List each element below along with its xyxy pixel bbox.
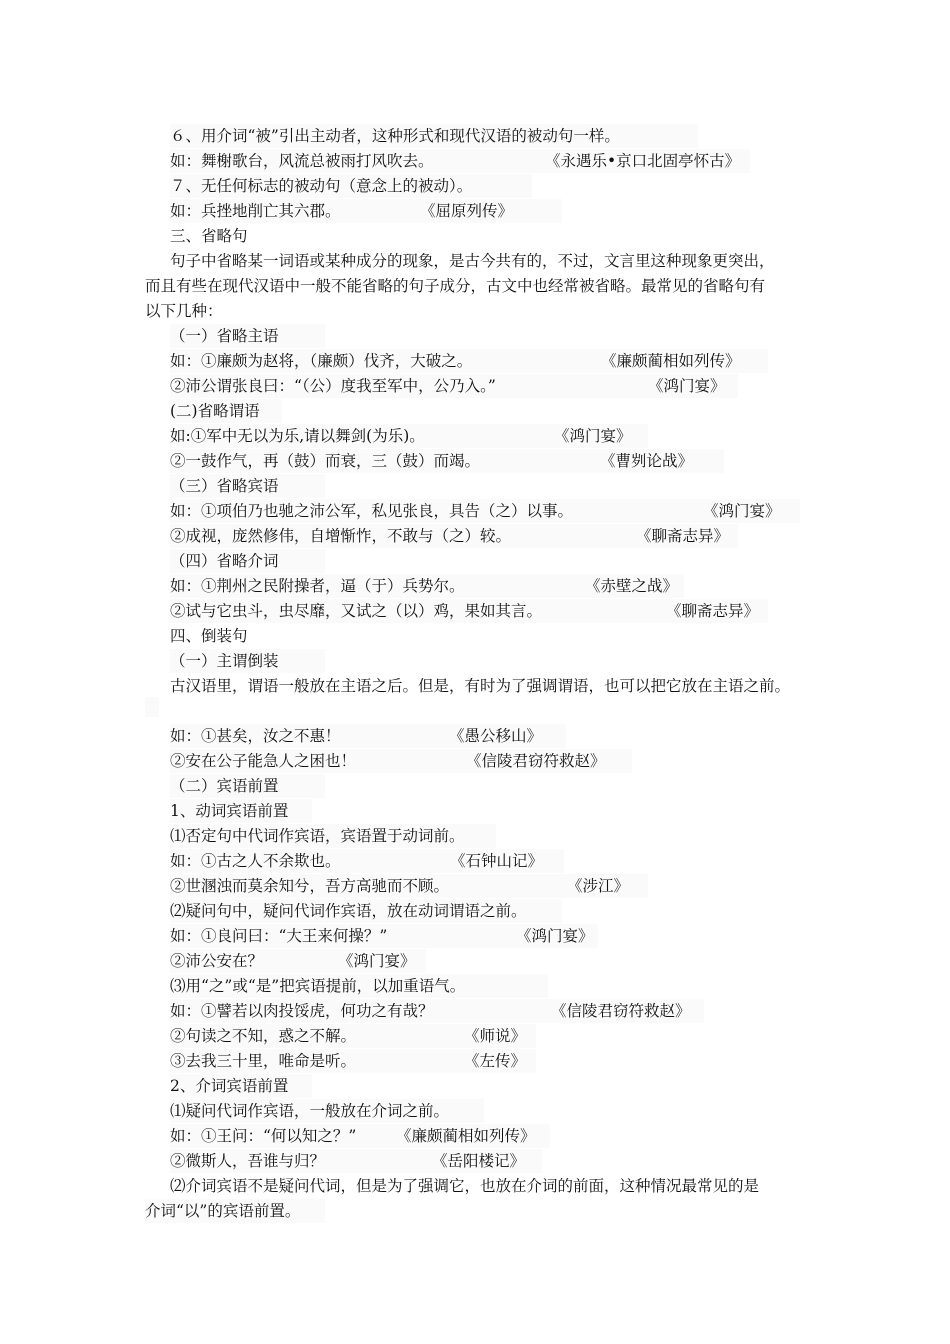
text-line: 如:①军中无以为乐,请以舞剑(为乐)。 《鸿门宴》 — [170, 424, 648, 448]
source-citation: 《屈原列传》 — [420, 202, 514, 220]
text-line: 如：①项伯乃也驰之沛公军，私见张良，具告（之）以事。 《鸿门宴》 — [170, 499, 800, 523]
empty-line-marker — [145, 697, 159, 717]
source-citation: 《左传》 — [464, 1052, 527, 1070]
text-line: ②句读之不知，惑之不解。 《师说》 — [170, 1024, 536, 1048]
text-line: ②微斯人，吾谁与归？ 《岳阳楼记》 — [170, 1149, 542, 1173]
text-line: ③去我三十里，唯命是听。 《左传》 — [170, 1049, 536, 1073]
text-line: ②沛公谓张良曰：“（公）度我至军中，公乃入。” 《鸿门宴》 — [170, 374, 738, 398]
source-citation: 《鸿门宴》 — [703, 502, 781, 520]
text-line: ⑴疑问代词作宾语，一般放在介词之前。 — [170, 1099, 484, 1123]
subsection-heading: （四）省略介词 — [170, 549, 325, 573]
source-citation: 《岳阳楼记》 — [432, 1152, 526, 1170]
text-line: ⑶用“之”或“是”把宾语提前，以加重语气。 — [170, 974, 548, 998]
subsection-heading: 1、动词宾语前置 — [170, 799, 312, 823]
subsection-heading: （一）省略主语 — [170, 324, 325, 348]
text-line: 如：①廉颇为赵将，（廉颇）伐齐，大破之。 《廉颇蔺相如列传》 — [170, 349, 768, 373]
text-line: ７、无任何标志的被动句（意念上的被动）。 — [170, 174, 532, 198]
section-heading: 三、省略句 — [170, 227, 248, 245]
text-line: ②沛公安在？ 《鸿门宴》 — [170, 949, 426, 973]
text-line: 介词“以”的宾语前置。 — [145, 1199, 325, 1223]
source-citation: 《鸿门宴》 — [338, 952, 416, 970]
text-line: ６、用介词“被”引出主动者，这种形式和现代汉语的被动句一样。 — [170, 124, 698, 148]
text-line: ⑵介词宾语不是疑问代词，但是为了强调它，也放在介词的前面，这种情况最常见的是 — [170, 1177, 760, 1195]
text-line: 如：①王问：“何以知之？” 《廉颇蔺相如列传》 — [170, 1124, 550, 1148]
text-line: 如：①古之人不余欺也。 《石钟山记》 — [170, 849, 564, 873]
source-citation: 《廉颇蔺相如列传》 — [601, 352, 741, 370]
subsection-heading: （一）主谓倒装 — [170, 649, 325, 673]
section-heading: 四、倒装句 — [170, 627, 248, 645]
source-citation: 《鸿门宴》 — [516, 927, 594, 945]
source-citation: 《聊斋志异》 — [636, 527, 730, 545]
text-line: ②世溷浊而莫余知兮，吾方高驰而不顾。 《涉江》 — [170, 874, 648, 898]
text-line: ②成视，庞然修伟，自增惭怍，不敢与（之）较。 《聊斋志异》 — [170, 524, 738, 548]
subsection-heading: 2、介词宾语前置 — [170, 1074, 312, 1098]
source-citation: 《信陵君窃符救赵》 — [466, 752, 606, 770]
subsection-heading: （二）宾语前置 — [170, 774, 325, 798]
text-line: 如：①良问曰：“大王来何操？” 《鸿门宴》 — [170, 924, 598, 948]
source-citation: 《鸿门宴》 — [554, 427, 632, 445]
source-citation: 《愚公移山》 — [449, 727, 543, 745]
source-citation: 《石钟山记》 — [450, 852, 544, 870]
text-line: 如：①甚矣，汝之不惠！ 《愚公移山》 — [170, 724, 566, 748]
source-citation: 《廉颇蔺相如列传》 — [396, 1127, 536, 1145]
text-line: 句子中省略某一词语或某种成分的现象，是古今共有的，不过，文言里这种现象更突出， — [170, 252, 775, 270]
text-line: 如：兵挫地削亡其六郡。 《屈原列传》 — [170, 199, 562, 223]
text-line: ②试与它虫斗，虫尽靡，又试之（以）鸡，果如其言。 《聊斋志异》 — [170, 599, 768, 623]
text-line: ⑴否定句中代词作宾语，宾语置于动词前。 — [170, 824, 496, 848]
source-citation: 《鸿门宴》 — [648, 377, 726, 395]
source-citation: 《聊斋志异》 — [666, 602, 760, 620]
subsection-heading: (二)省略谓语 — [170, 399, 282, 423]
text-line: 以下几种： — [145, 302, 223, 320]
text-line: ⑵疑问句中，疑问代词作宾语，放在动词谓语之前。 — [170, 899, 562, 923]
text-line: ②一鼓作气，再（鼓）而衰，三（鼓）而竭。 《曹刿论战》 — [170, 449, 724, 473]
text-line: 如：舞榭歌台，风流总被雨打风吹去。 《永遇乐•京口北固亭怀古》 — [170, 149, 750, 173]
source-citation: 《永遇乐•京口北固亭怀古》 — [545, 152, 741, 170]
subsection-heading: （三）省略宾语 — [170, 474, 325, 498]
text-line: 如：①荆州之民附操者，逼（于）兵势尔。 《赤壁之战》 — [170, 574, 684, 598]
source-citation: 《赤壁之战》 — [585, 577, 679, 595]
source-citation: 《曹刿论战》 — [600, 452, 694, 470]
source-citation: 《涉江》 — [567, 877, 630, 895]
text-line: ②安在公子能急人之困也！ 《信陵君窃符救赵》 — [170, 749, 632, 773]
source-citation: 《信陵君窃符救赵》 — [551, 1002, 691, 1020]
text-line: 而且有些在现代汉语中一般不能省略的句子成分，古文中也经常被省略。最常见的省略句有 — [145, 277, 766, 295]
text-line: 古汉语里，谓语一般放在主语之后。但是，有时为了强调谓语，也可以把它放在主语之前。 — [170, 677, 791, 695]
source-citation: 《师说》 — [464, 1027, 527, 1045]
text-line: 如：①譬若以肉投馁虎，何功之有哉？ 《信陵君窃符救赵》 — [170, 999, 704, 1023]
